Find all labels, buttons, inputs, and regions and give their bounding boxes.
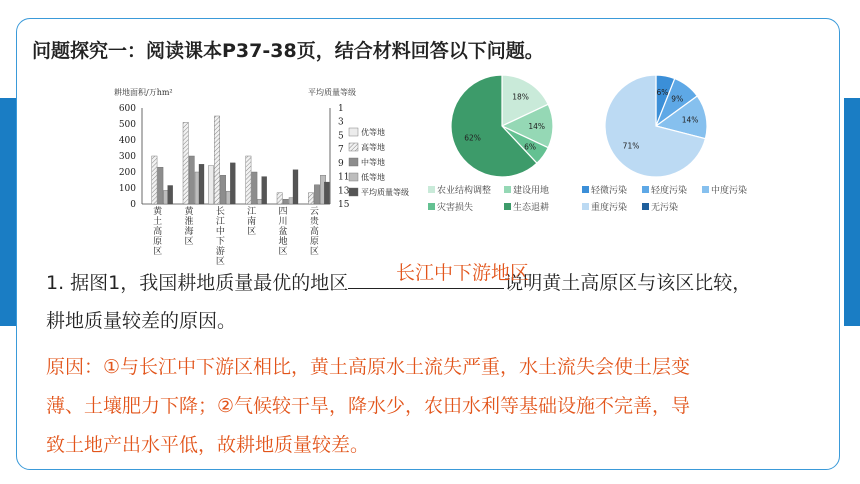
left-tick-label: 400 [118,136,136,146]
legend-label: 生态退耕 [513,203,550,213]
category-label: 淮 [184,217,194,227]
bar [324,182,329,204]
bar [183,122,188,204]
category-label: 四 [278,207,288,217]
bar [220,175,225,204]
legend-swatch [702,186,709,193]
legend-swatch [504,186,511,193]
bar [230,163,235,204]
soil-pollution-pie-chart [576,70,756,220]
legend-swatch [349,173,358,181]
legend-label: 重度污染 [591,203,628,213]
left-tick-label: 0 [130,200,136,210]
right-tick-label: 7 [338,145,344,156]
bar [168,185,173,204]
category-label: 海 [184,227,194,237]
right-tick-label: 3 [338,117,344,128]
bar [199,164,204,204]
category-label: 贵 [309,217,319,227]
question-1-line2: 耕地质量较差的原因。 [46,310,237,332]
left-accent-bar [0,98,16,326]
bar [189,156,194,204]
legend-swatch [349,158,358,166]
bar [314,185,319,204]
category-label: 高 [309,227,319,237]
category-label: 土 [153,217,163,227]
question-1-text-b: 说明黄土高原区与该区比较， [504,272,752,294]
legend-label: 轻度污染 [651,186,688,196]
category-label: 区 [215,257,225,267]
category-label: 区 [309,247,319,257]
legend-label: 农业结构调整 [437,186,492,196]
right-tick-label: 9 [338,158,344,169]
question-1-text-a: 1. 据图1，我国耕地质量最优的地区 [46,272,349,294]
legend-label: 高等地 [361,143,385,152]
left-tick-label: 600 [118,104,136,114]
category-label: 地 [278,237,288,247]
right-tick-label: 15 [338,200,350,210]
pie-data-label: 6% [524,142,537,152]
left-tick-label: 300 [118,152,136,162]
answer-reason [46,348,816,465]
category-label: 原 [153,237,163,247]
legend-label: 灾害损失 [437,203,474,213]
category-label: 下 [215,237,225,247]
bar [262,177,267,204]
legend-swatch [349,128,358,136]
right-tick-label: 5 [338,131,344,142]
right-tick-label: 13 [338,186,350,197]
category-label: 黄 [153,207,163,217]
category-label: 区 [153,247,163,257]
category-label: 高 [153,227,163,237]
pie-data-label: 14% [528,122,546,131]
legend-swatch [428,203,435,210]
right-tick-label: 11 [338,172,350,183]
legend-swatch [642,203,649,210]
bar [308,193,313,204]
answer-1: 长江中下游地区 [396,262,530,284]
bar [277,193,282,204]
category-label: 黄 [184,207,194,217]
category-label: 区 [247,227,257,237]
legend-swatch [642,186,649,193]
legend-swatch [349,188,358,196]
legend-label: 中度污染 [711,186,748,196]
legend-swatch [582,203,589,210]
reason-line-1: 原因：①与长江中下游区相比，黄土高原水土流失严重，水土流失会使土层变 [46,356,691,378]
legend-label: 平均质量等级 [361,188,409,197]
reason-line-2: 薄、土壤肥力下降；②气候较干旱，降水少，农田水利等基础设施不完善，导 [46,395,691,417]
bar [252,172,257,204]
category-label: 长 [215,207,225,217]
category-label: 区 [278,247,288,257]
category-label: 游 [215,247,225,257]
farmland-reduction-pie-chart [424,70,584,220]
legend-swatch [349,143,358,151]
category-label: 盆 [278,227,288,237]
category-label: 区 [184,237,194,247]
legend-label: 低等地 [361,173,385,182]
legend-label: 建设用地 [513,186,550,196]
right-accent-bar [844,98,860,326]
legend-label: 轻微污染 [591,186,628,196]
category-label: 云 [309,207,319,217]
bar [293,170,298,204]
left-tick-label: 100 [118,184,136,194]
right-tick-label: 1 [338,104,344,114]
right-axis-label: 平均质量等级 [308,88,356,97]
bar [283,199,288,204]
pie-data-label: 71% [622,141,640,151]
legend-swatch [582,186,589,193]
page-title: 问题探究一：阅读课本P37-38页，结合材料回答以下问题。 [32,40,544,62]
category-label: 南 [247,217,257,227]
bar [214,116,219,204]
category-label: 川 [278,217,288,227]
legend-label: 无污染 [651,203,679,213]
legend-swatch [504,203,511,210]
legend-label: 优等地 [361,128,385,137]
left-tick-label: 500 [118,120,136,130]
bar [158,167,163,204]
category-label: 原 [309,237,319,247]
pie-data-label: 14% [681,115,699,125]
pie-data-label: 9% [671,94,684,104]
bar [152,156,157,204]
pie-data-label: 18% [512,92,529,102]
bar [246,156,251,204]
category-label: 江 [215,217,225,227]
left-axis-label: 耕地面积/万hm² [114,88,173,97]
left-tick-label: 200 [118,168,136,178]
bar [208,166,213,204]
farmland-bar-chart [112,84,412,267]
legend-swatch [428,186,435,193]
reason-line-3: 致土地产出水平低，故耕地质量较差。 [46,434,370,456]
pie-data-label: 62% [464,133,481,143]
category-label: 中 [215,227,225,237]
category-label: 江 [247,207,257,217]
pie-data-label: 6% [656,87,669,97]
legend-label: 中等地 [361,158,385,167]
